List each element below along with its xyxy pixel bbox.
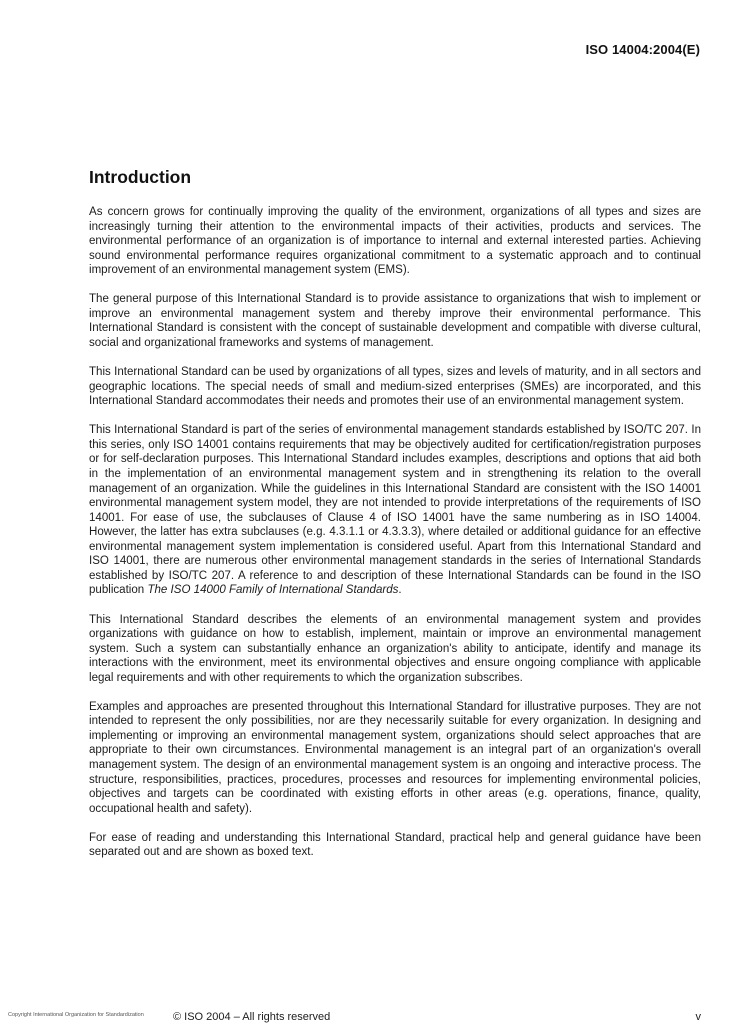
body-text [89, 205, 701, 874]
document-id-header: ISO 14004:2004(E) [585, 42, 700, 57]
paragraph-3: This International Standard can be used by organizations of all types, sizes and levels of maturity, and in all sectors and geographic locations. The special needs of small and medium-sized enterprises (SMEs) are incorporated, and this International Standard accommodates their needs and promotes their use of an environmental management system. [89, 366, 701, 408]
paragraph-5: This International Standard describes the elements of an environmental management system and provides organizations with guidance on how to establish, implement, maintain or improve an environmental management system. Such a system can substantially enhance an organization's ability to anticipate, identify and manage its interactions with the environment, meet its environmental objectives and ensure ongoing compliance with applicable legal requirements and with other requirements to which the organization subscribes. [89, 613, 701, 684]
paragraph-6: Examples and approaches are presented throughout this International Standard for illustrative purposes. They are not intended to represent the only possibilities, nor are they necessarily suitable for every organization. In designing and implementing or improving an environmental management system, organizations should select approaches that are appropriate to their own circumstances. Environmental management is an integral part of an organization's overall management system. The design of an environmental management system is an ongoing and interactive process. The structure, responsibilities, practices, procedures, processes and resources for implementing environmental policies, objectives and targets can be coordinated with existing efforts in other areas (e.g. operations, finance, quality, occupational health and safety). [89, 700, 701, 815]
paragraph-2: The general purpose of this International Standard is to provide assistance to organizations that wish to implement or improve an environmental management system and thereby improve their environmental performance. This International Standard is consistent with the concept of sustainable development and compatible with diverse cultural, social and organizational frameworks and systems of management. [89, 293, 701, 349]
publication-title: The ISO 14000 Family of International Standards [147, 584, 399, 597]
paragraph-4 [89, 423, 701, 598]
paragraph-7: For ease of reading and understanding this International Standard, practical help and general guidance have been separated out and are shown as boxed text. [89, 831, 701, 859]
footer-copyright: Copyright International Organization for Standardization [8, 1012, 144, 1018]
paragraph-4-text: This International Standard is part of the series of environmental management standards established by ISO/TC 207. In this series, only ISO 14001 contains requirements that may be objectively audited for certification/registration purposes or for self-declaration purposes. This International Standard includes examples, descriptions and options that aid both in the implementation of an environmental management system and in strengthening its relation to the overall management of an organization. While the guidelines in this International Standard are consistent with the ISO 14001 environmental management system model, they are not intended to provide interpretations of the requirements of ISO 14001. For ease of use, the subclauses of Clause 4 of ISO 14001 have the same numbering as in ISO 14004. However, the latter has extra subclauses (e.g. 4.3.1.1 or 4.3.3.3), where detailed or additional guidance for an effective environmental management system implementation is considered useful. Apart from this International Standard and ISO 14001, there are numerous other environmental management standards in the series of International Standards established by ISO/TC 207. A reference to and description of these International Standards can be found in the ISO publication [89, 424, 701, 597]
section-title: Introduction [89, 167, 192, 187]
footer-rights: © ISO 2004 – All rights reserved [173, 1011, 331, 1023]
paragraph-4-end: . [398, 584, 402, 597]
page-number: v [695, 1011, 701, 1023]
paragraph-1: As concern grows for continually improving the quality of the environment, organizations of all types and sizes are increasingly turning their attention to the environmental impacts of their activities, products and services. The environmental performance of an organization is of importance to internal and external interested parties. Achieving sound environmental performance requires organizational commitment to a systematic approach and to continual improvement of an environmental management system (EMS). [89, 206, 701, 277]
